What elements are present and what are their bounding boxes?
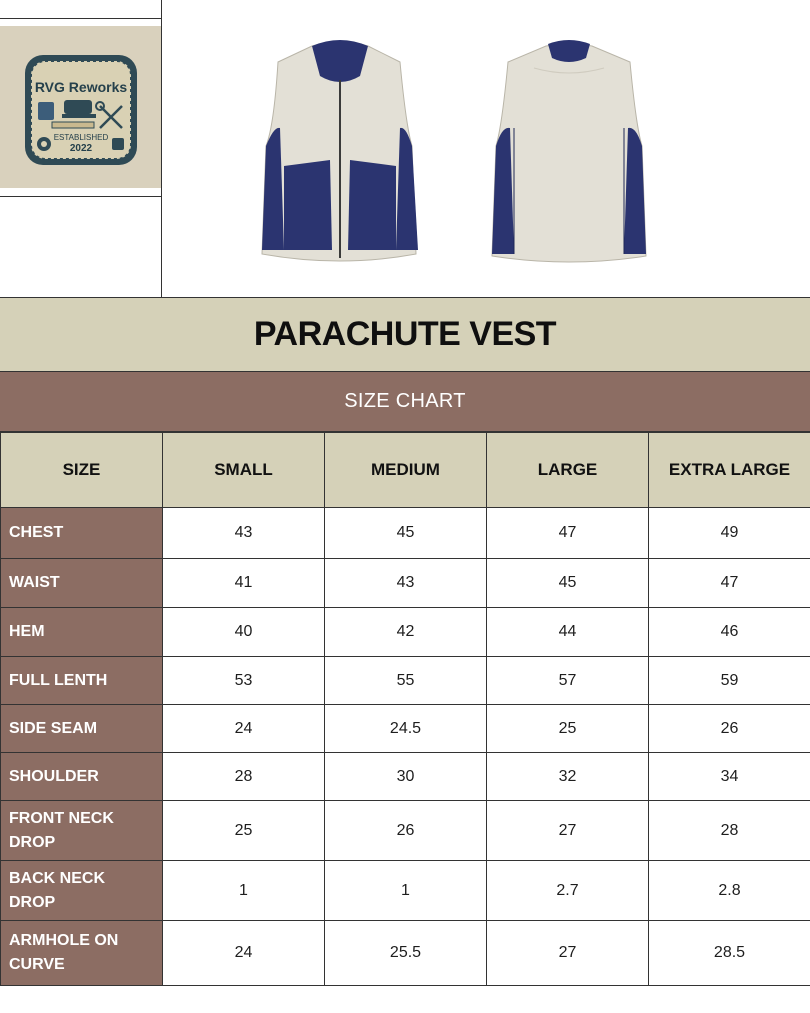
table-cell: 47 [649,559,810,608]
size-chart-heading: SIZE CHART [344,390,466,412]
table-cell: 44 [487,608,649,657]
table-row [1,753,810,801]
row-label: CHEST [1,508,163,559]
logo-year-text: 2022 [69,143,93,154]
table-cell: 27 [487,921,649,986]
row-label: FULL LENTH [1,657,163,705]
table-cell: 27 [487,801,649,861]
table-cell: 45 [325,508,487,559]
table-cell: 42 [325,608,487,657]
table-cell: 28 [649,801,810,861]
table-cell: 24 [163,921,325,986]
table-row [1,608,810,657]
product-images [162,0,810,297]
table-cell: 43 [163,508,325,559]
table-header-row [1,433,810,508]
table-cell: 2.8 [649,861,810,921]
logo-established-text: ESTABLISHED [53,133,109,142]
vest-front-icon [240,36,440,268]
table-cell: 49 [649,508,810,559]
product-header [0,0,810,297]
table-cell: 32 [487,753,649,801]
row-label: HEM [1,608,163,657]
table-cell: 24 [163,705,325,753]
divider [0,196,161,197]
table-row [1,921,810,986]
column-header: MEDIUM [325,433,487,508]
table-cell: 34 [649,753,810,801]
size-chart-bar [0,372,810,432]
table-cell: 1 [325,861,487,921]
table-cell: 2.7 [487,861,649,921]
brand-logo-icon [0,26,161,188]
table-cell: 55 [325,657,487,705]
row-label: WAIST [1,559,163,608]
table-cell: 53 [163,657,325,705]
table-cell: 46 [649,608,810,657]
table-cell: 30 [325,753,487,801]
column-header: SMALL [163,433,325,508]
column-header: LARGE [487,433,649,508]
table-cell: 25 [163,801,325,861]
vest-back-icon [474,38,664,268]
title-bar [0,297,810,372]
table-cell: 24.5 [325,705,487,753]
table-cell: 43 [325,559,487,608]
logo-column [0,0,162,297]
table-cell: 25.5 [325,921,487,986]
table-row [1,861,810,921]
brand-logo [0,26,161,188]
table-row [1,657,810,705]
row-label: BACK NECK DROP [1,861,163,921]
column-header: SIZE [1,433,163,508]
table-cell: 28 [163,753,325,801]
row-label: SHOULDER [1,753,163,801]
table-cell: 47 [487,508,649,559]
column-header: EXTRA LARGE [649,433,810,508]
table-cell: 41 [163,559,325,608]
table-row [1,705,810,753]
table-row [1,801,810,861]
size-table [0,432,810,986]
table-cell: 26 [649,705,810,753]
row-label: ARMHOLE ON CURVE [1,921,163,986]
row-label: SIDE SEAM [1,705,163,753]
table-cell: 26 [325,801,487,861]
divider [0,18,161,19]
table-cell: 57 [487,657,649,705]
table-row [1,508,810,559]
table-cell: 28.5 [649,921,810,986]
table-cell: 59 [649,657,810,705]
page-title: PARACHUTE VEST [253,315,557,353]
logo-brand-text: RVG Reworks [34,79,128,95]
table-cell: 45 [487,559,649,608]
table-cell: 25 [487,705,649,753]
table-row [1,559,810,608]
table-cell: 1 [163,861,325,921]
table-cell: 40 [163,608,325,657]
row-label: FRONT NECK DROP [1,801,163,861]
